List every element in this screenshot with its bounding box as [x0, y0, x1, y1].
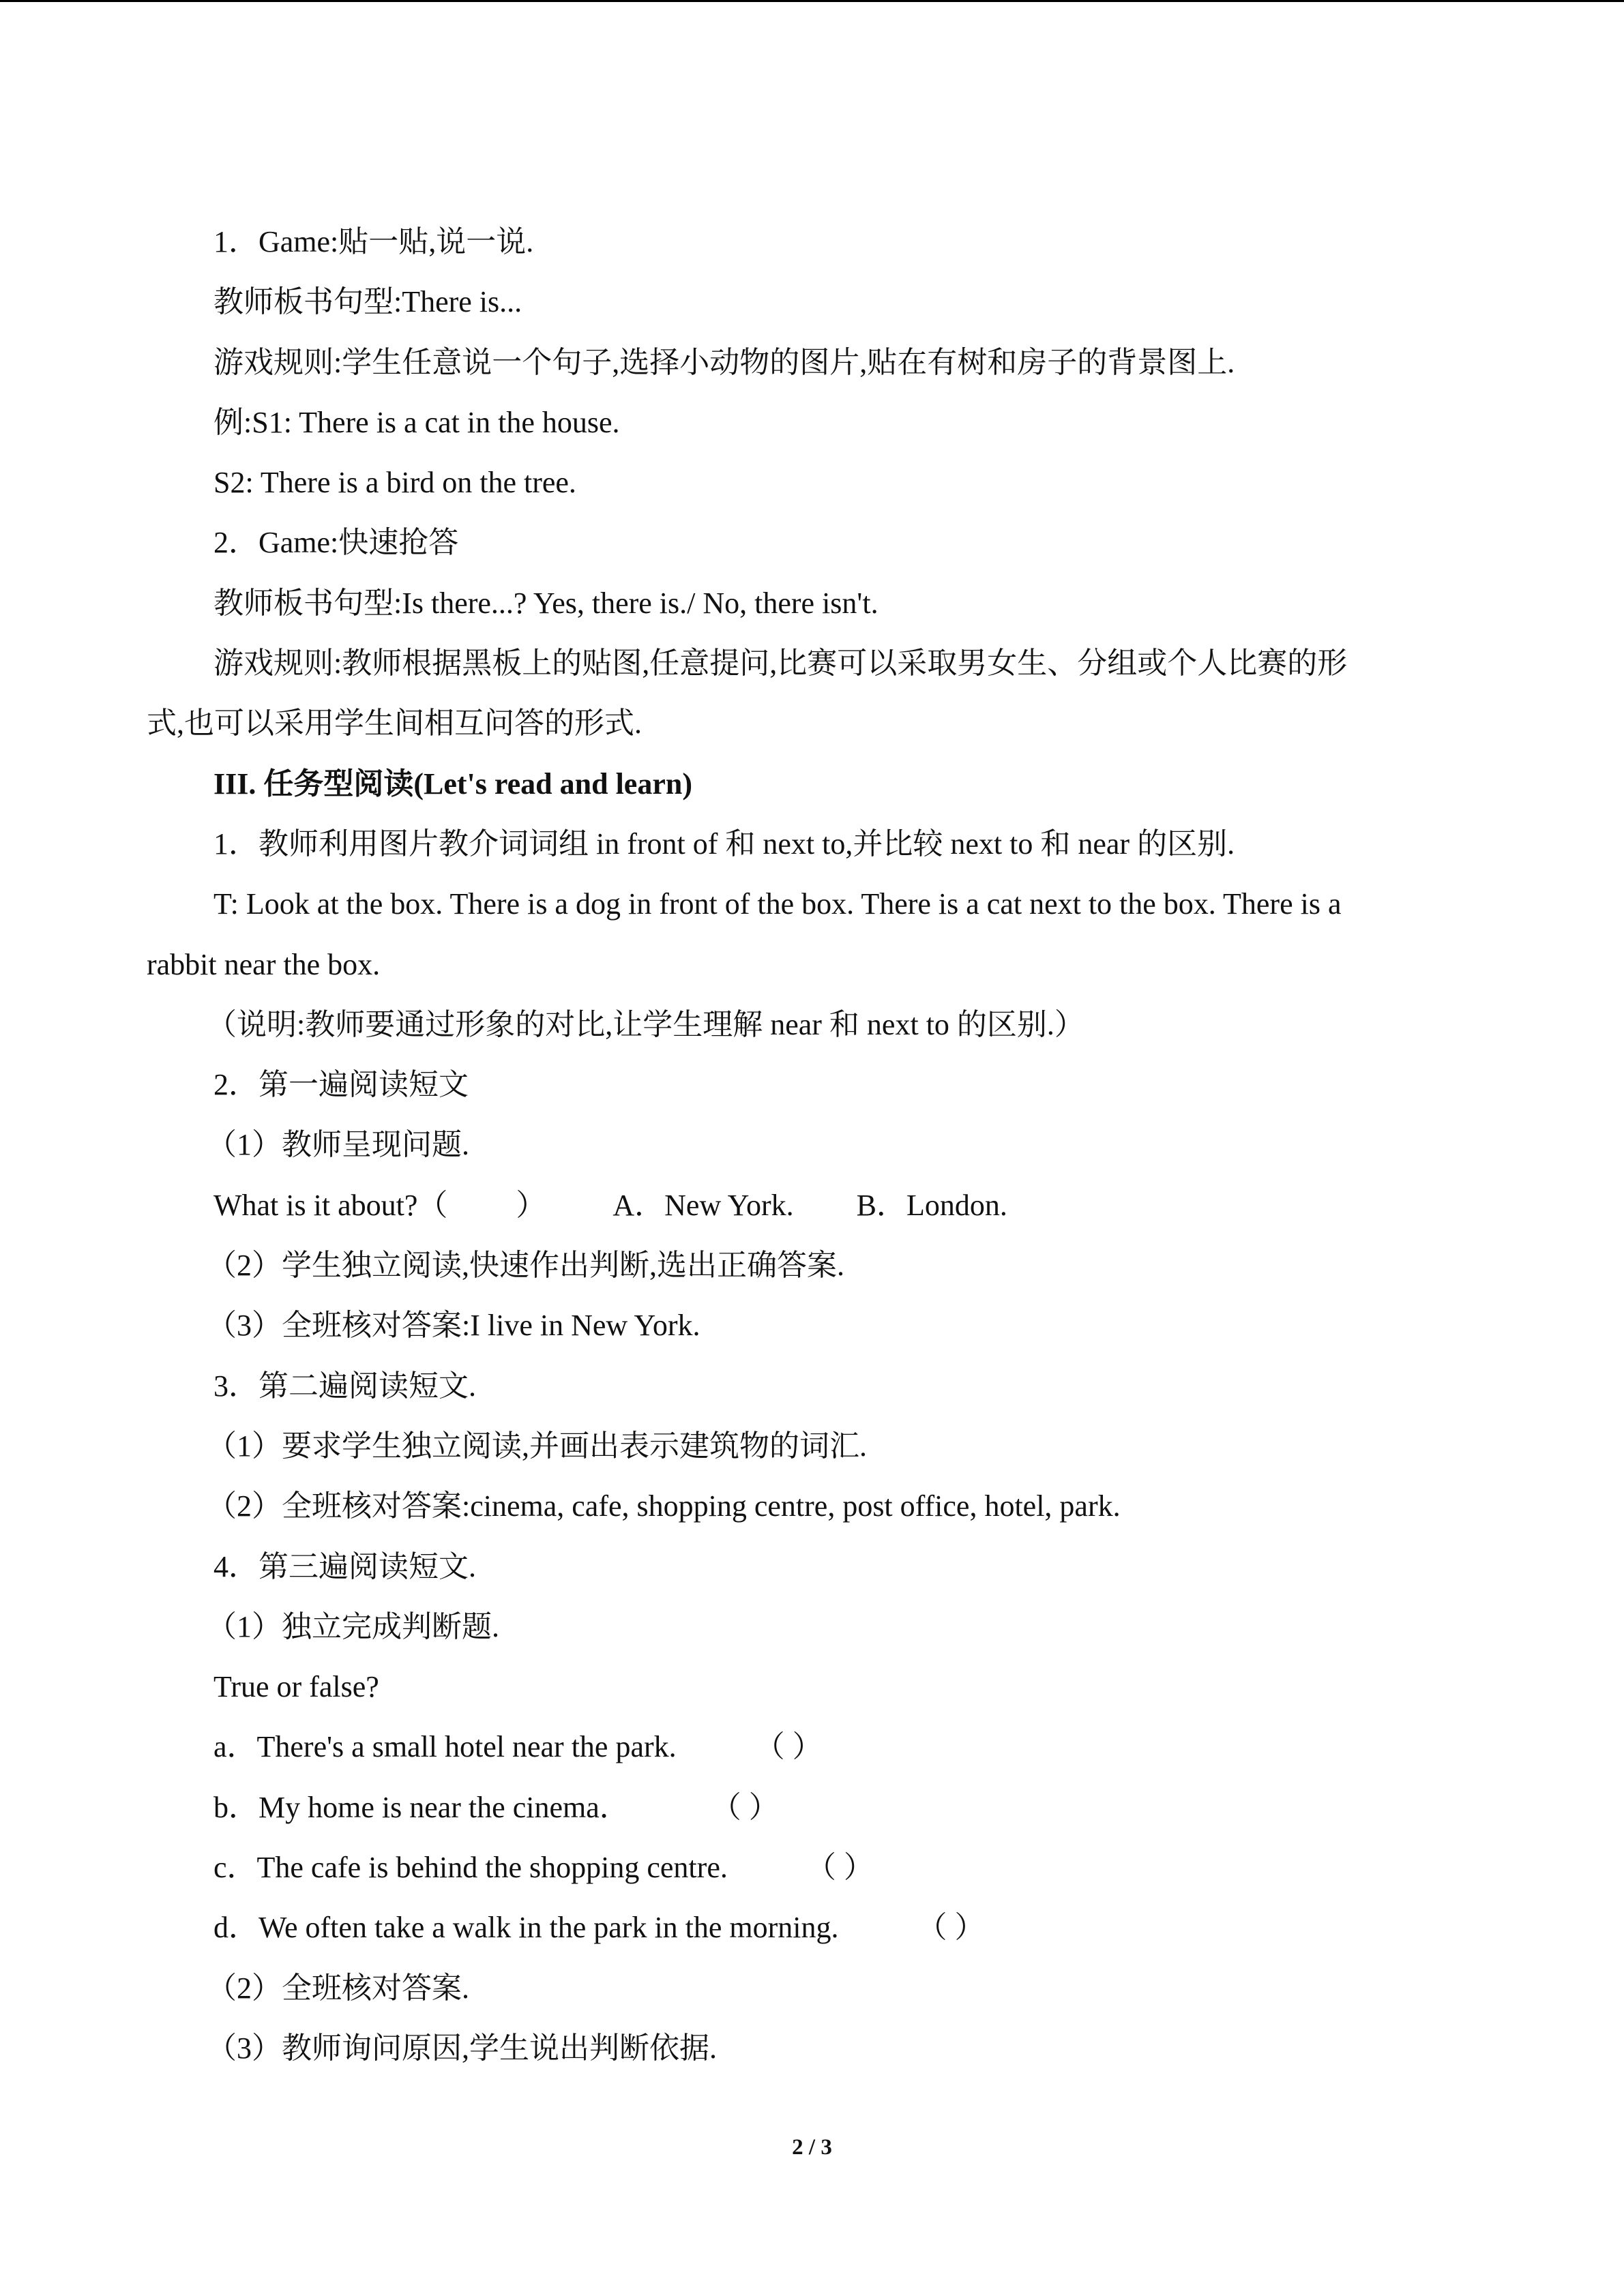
text-line: 2．第一遍阅读短文 [213, 1068, 469, 1102]
true-false-item [147, 1778, 1477, 1838]
text-line: 3．第二遍阅读短文. [213, 1369, 476, 1403]
answer-bracket: （ ） [711, 1790, 779, 1824]
text-line: 教师板书句型:There is... [213, 285, 522, 319]
text-line: （2）全班核对答案. [207, 1971, 469, 2005]
item-text: d．We often take a walk in the park in the morning. [213, 1911, 839, 1945]
text-line: rabbit near the box. [147, 947, 381, 981]
text-line: 4．第三遍阅读短文. [213, 1549, 476, 1583]
answer-bracket: （ ） [806, 1851, 874, 1885]
text-line: 1．教师利用图片教介词词组 in front of 和 next to,并比较 next to 和 near 的区别. [213, 826, 1235, 861]
question-close: ） [516, 1188, 546, 1222]
item-text: b．My home is near the cinema． [213, 1790, 630, 1824]
text-line: 教师板书句型:Is there...? Yes, there is./ No, there isn't. [213, 586, 879, 620]
document-body [147, 212, 1477, 2078]
answer-bracket: （ ） [917, 1911, 985, 1945]
item-text: a．There's a small hotel near the park. [213, 1730, 677, 1764]
true-false-item [147, 1717, 1477, 1777]
text-line: S2: There is a bird on the tree. [213, 466, 576, 500]
text-line: （3）全班核对答案:I live in New York. [207, 1309, 700, 1343]
question-line [147, 1176, 1477, 1236]
text-line: （2）学生独立阅读,快速作出判断,选出正确答案. [207, 1249, 844, 1283]
option-a: A．New York. [612, 1188, 794, 1222]
text-line: T: Look at the box. There is a dog in front of the box. There is a cat next to the box. There is a [213, 887, 1342, 921]
text-line: 1．Game:贴一贴,说一说. [213, 225, 534, 258]
item-text: c．The cafe is behind the shopping centre. [213, 1851, 728, 1885]
text-line: 游戏规则:教师根据黑板上的贴图,任意提问,比赛可以采取男女生、分组或个人比赛的形 [213, 646, 1348, 681]
question-text: What is it about?（ [213, 1188, 448, 1222]
text-line: 式,也可以采用学生间相互问答的形式. [147, 706, 642, 741]
section-heading: III. 任务型阅读(Let's read and learn) [213, 766, 692, 801]
text-line: True or false? [213, 1670, 379, 1704]
text-line: 例:S1: There is a cat in the house. [213, 405, 620, 439]
text-line: 2．Game:快速抢答 [213, 526, 459, 560]
true-false-item [147, 1898, 1477, 1958]
text-line: （1）独立完成判断题. [207, 1609, 499, 1643]
page-number: 2 / 3 [792, 2135, 832, 2160]
text-line: （3）教师询问原因,学生说出判断依据. [207, 2031, 717, 2065]
text-line: 游戏规则:学生任意说一个句子,选择小动物的图片,贴在有树和房子的背景图上. [213, 345, 1235, 379]
text-line: （2）全班核对答案:cinema, cafe, shopping centre, post office, hotel, park. [207, 1489, 1121, 1523]
text-line: （1）要求学生独立阅读,并画出表示建筑物的词汇. [207, 1429, 867, 1463]
true-false-item [147, 1838, 1477, 1898]
option-b: B．London. [856, 1188, 1007, 1222]
answer-bracket: （ ） [754, 1730, 823, 1764]
text-line: （说明:教师要通过形象的对比,让学生理解 near 和 next to 的区别.） [207, 1007, 1084, 1041]
text-line: （1）教师呈现问题. [207, 1128, 469, 1162]
